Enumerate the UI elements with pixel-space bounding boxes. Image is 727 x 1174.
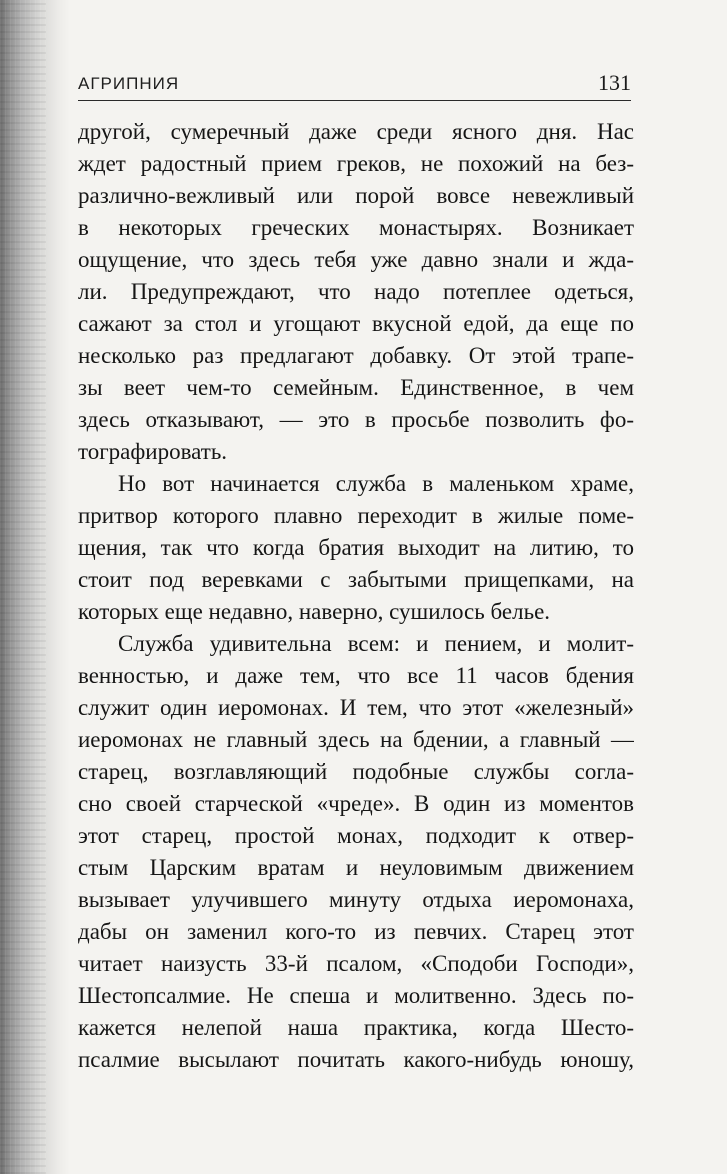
- text-line: иеромонах не главный здесь на бдении, а главный —: [78, 727, 634, 752]
- text-line: венностью, и даже тем, что все 11 часов бдения: [78, 663, 634, 688]
- text-line: старец, возглавляющий подобные службы согла-: [78, 759, 634, 784]
- text-line: служит один иеромонах. И тем, что этот «железный»: [78, 695, 634, 720]
- scan-gutter-texture: [0, 0, 46, 1174]
- text-line: несколько раз предлагают добавку. От этой трапе-: [78, 343, 634, 368]
- text-line: дабы он заменил кого-то из певчих. Старец этот: [78, 919, 634, 944]
- text-line: вызывает улучившего минуту отдыха иеромонаха,: [78, 887, 634, 912]
- text-line: зы веет чем-то семейным. Единственное, в чем: [78, 375, 634, 400]
- text-line: стым Царским вратам и неуловимым движением: [78, 855, 634, 880]
- text-line: различно-вежливый или порой вовсе невежливый: [78, 183, 634, 208]
- text-line: ощущение, что здесь тебя уже давно знали и жда-: [78, 247, 634, 272]
- paragraph-start-line: Но вот начинается служба в маленьком храме,: [118, 471, 634, 496]
- text-line: в некоторых греческих монастырях. Возникает: [78, 215, 634, 240]
- running-head: АГРИПНИЯ: [78, 74, 180, 93]
- text-line: тографировать.: [78, 439, 228, 464]
- text-line: притвор которого плавно переходит в жилые поме-: [78, 503, 634, 528]
- text-line: кажется нелепой наша практика, когда Шесто-: [78, 1015, 634, 1040]
- text-line: здесь отказывают, — это в просьбе позволить фо-: [78, 407, 634, 432]
- text-line: Шестопсалмие. Не спеша и молитвенно. Здесь по-: [78, 983, 634, 1008]
- page-header: [78, 70, 631, 100]
- text-line: щения, так что когда братия выходит на литию, то: [78, 535, 634, 560]
- page-number: 131: [598, 70, 631, 95]
- text-line: ждет радостный прием греков, не похожий на без-: [78, 151, 634, 176]
- paragraph-start-line: Служба удивительна всем: и пением, и молит-: [118, 631, 634, 656]
- text-line: другой, сумеречный даже среди ясного дня. Нас: [78, 119, 634, 144]
- text-line: стоит под веревками с забытыми прищепками, на: [78, 567, 634, 592]
- body-text: [78, 116, 634, 1076]
- text-line: ли. Предупреждают, что надо потеплее одеться,: [78, 279, 634, 304]
- text-line: сно своей старческой «чреде». В один из моментов: [78, 791, 634, 816]
- text-line: читает наизусть 33-й псалом, «Сподоби Господи»,: [78, 951, 634, 976]
- text-line: которых еще недавно, наверно, сушилось белье.: [78, 599, 551, 624]
- text-line: этот старец, простой монах, подходит к отвер-: [78, 823, 634, 848]
- text-line: сажают за стол и угощают вкусной едой, да еще по: [78, 311, 634, 336]
- header-rule: [78, 100, 631, 101]
- text-line: псалмие высылают почитать какого-нибудь юношу,: [78, 1047, 634, 1072]
